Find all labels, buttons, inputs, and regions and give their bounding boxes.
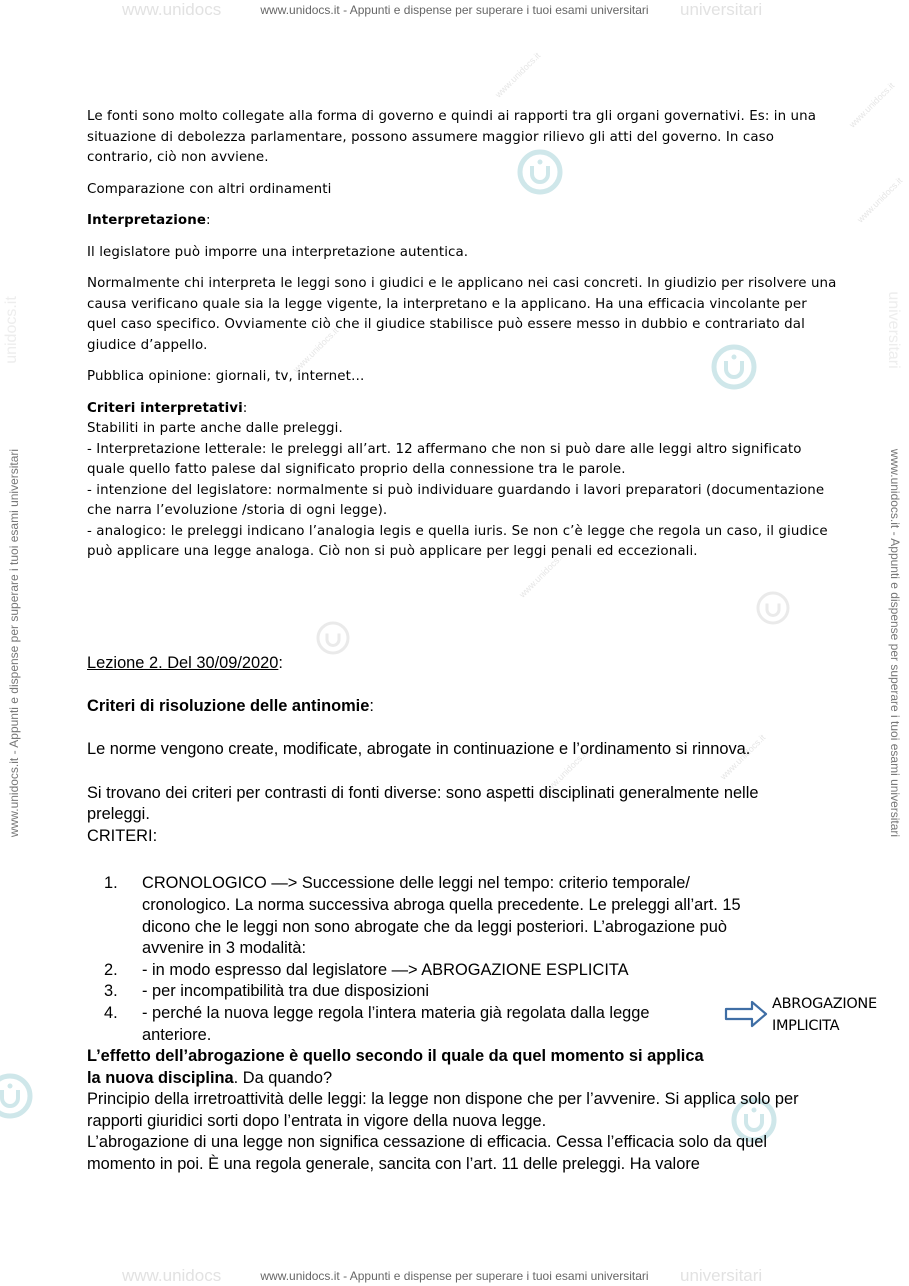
list-number: 3. xyxy=(104,982,118,1001)
list-item xyxy=(87,960,822,982)
effect-rest: . Da quando? xyxy=(233,1068,333,1087)
list-item xyxy=(87,981,822,1003)
effect-bold: L’effetto dell’abrogazione è quello secondo il quale da quel momento si applica la nuova disciplina xyxy=(87,1047,704,1087)
heading-text: Criteri di risoluzione delle antinomie xyxy=(87,697,370,716)
annotation-line: IMPLICITA xyxy=(772,1018,840,1034)
watermark-left: www.unidocs.it - Appunti e dispense per superare i tuoi esami universitari xyxy=(7,448,21,838)
paragraph: Normalmente chi interpreta le leggi sono i giudici e le applicano nei casi concreti. In giudizio per risolvere una causa verificano quale sia la legge vigente, la interpretano e la applicano. Ha una efficacia vincolante per quel caso specifico. Ovviamente ciò che il giudice stabilisce può essere messo in dubbio e contrariato dal giudice d’appello. xyxy=(87,276,837,353)
criteri-line: - analogico: le preleggi indicano l’analogia legis e quella iuris. Se non c’è legge che regola un caso, il giudice può applicare una legge analoga. Ciò non si può applicare per leggi penali ed eccezionali. xyxy=(87,523,828,559)
watermark-diagonal: www.unidocs.it xyxy=(517,550,567,600)
heading-text: Interpretazione xyxy=(87,213,207,228)
heading-colon: : xyxy=(369,697,374,716)
watermark-bottom xyxy=(0,1266,909,1285)
paragraph: Le fonti sono molto collegate alla forma di governo e quindi ai rapporti tra gli organi governativi. Es: in una situazione di debolezza parlamentare, possono assumere maggior rilievo gli atti del governo. In caso contrario, ciò non avviene. xyxy=(87,109,817,165)
heading-colon: : xyxy=(206,213,211,228)
list-text: - in modo espresso dal legislatore —> ABROGAZIONE ESPLICITA xyxy=(142,960,629,979)
watermark-diagonal: www.unidocs.it xyxy=(855,175,905,225)
lesson-title-colon: : xyxy=(278,654,283,672)
criteri-line: Stabiliti in parte anche dalle preleggi. xyxy=(87,421,343,436)
watermark-diagonal: www.unidocs.it xyxy=(540,748,590,798)
list-item xyxy=(87,1003,662,1046)
interpretazione-heading xyxy=(87,211,837,232)
watermark-diagonal: www.unidocs.it xyxy=(493,50,543,100)
criteri-label: CRITERI: xyxy=(87,826,158,845)
watermark-right: www.unidocs.it - Appunti e dispense per superare i tuoi esami universitari xyxy=(888,448,902,838)
annotation-line: ABROGAZIONE xyxy=(772,996,877,1012)
list-text: CRONOLOGICO —> Successione delle leggi nel tempo: criterio temporale/ cronologico. La norma successiva abroga quella precedente. Le preleggi all’art. 15 dicono che le leggi non sono abrogate che da leggi posteriori. L’abrogazione può avvenire in 3 modalità: xyxy=(142,874,741,958)
heading-text: Criteri interpretativi xyxy=(87,400,243,416)
list-number: 1. xyxy=(104,874,118,893)
lower-section xyxy=(87,653,822,1176)
annotation-note xyxy=(772,993,909,1037)
list-text: - per incompatibilità tra due disposizioni xyxy=(142,982,429,1001)
watermark-ghost-right: universitari xyxy=(680,0,763,19)
lesson-title xyxy=(87,653,822,675)
watermark-side-ghost-left: unidocs.it xyxy=(3,296,20,364)
paragraph: Si trovano dei criteri per contrasti di fonti diverse: sono aspetti disciplinati generalmente nelle preleggi. xyxy=(87,783,759,824)
criteria-list xyxy=(87,873,822,1046)
heading-colon: : xyxy=(242,400,248,416)
paragraph: Le norme vengono create, modificate, abrogate in continuazione e l’ordinamento si rinnova. xyxy=(87,740,751,759)
paragraph: Pubblica opinione: giornali, tv, internet… xyxy=(87,369,365,384)
watermark-ghost-left-bottom: www.unidocs xyxy=(122,1266,222,1285)
watermark-ghost-right-bottom: universitari xyxy=(680,1266,763,1285)
list-number: 4. xyxy=(104,1003,118,1022)
unidocs-logo-icon xyxy=(755,590,791,626)
watermark-banner-top: www.unidocs.it - Appunti e dispense per superare i tuoi esami universitari xyxy=(260,3,649,17)
watermark-banner-bottom: www.unidocs.it - Appunti e dispense per superare i tuoi esami universitari xyxy=(260,1269,649,1283)
lesson-title-text: Lezione 2. Del 30/09/2020 xyxy=(87,654,279,672)
unidocs-logo-icon xyxy=(0,1072,34,1120)
watermark-diagonal: www.unidocs.it xyxy=(291,325,341,375)
unidocs-logo-icon xyxy=(315,620,351,656)
watermark-diagonal: www.unidocs.it xyxy=(718,732,768,782)
criteri-heading xyxy=(87,399,837,420)
watermark-ghost-left: www.unidocs xyxy=(122,0,222,19)
antinomie-heading xyxy=(87,696,822,718)
list-number: 2. xyxy=(104,960,118,979)
watermark-side-ghost-right: universitari xyxy=(885,291,902,369)
criteri-line: - intenzione del legislatore: normalmente si può individuare guardando i lavori preparatori (documentazione che narra l’evoluzione /storia di ogni legge). xyxy=(87,482,825,518)
upper-section xyxy=(87,107,837,563)
paragraph: Principio della irretroattività delle leggi: la legge non dispone che per l’avvenire. Si applica solo per rapporti giuridici sorti dopo l’entrata in vigore della nuova legge. xyxy=(87,1090,799,1130)
paragraph: Il legislatore può imporre una interpretazione autentica. xyxy=(87,244,469,260)
paragraph: Comparazione con altri ordinamenti xyxy=(87,181,332,197)
arrow-right-icon xyxy=(724,993,770,1037)
list-text: - perché la nuova legge regola l’intera materia già regolata dalla legge anteriore. xyxy=(142,1003,650,1044)
watermark-diagonal: www.unidocs.it xyxy=(847,80,897,130)
criteri-line: - Interpretazione letterale: le preleggi all’art. 12 affermano che non si può dare alle leggi altro significato quale quello fatto palese dal significato proprio della connessione tra le parole. xyxy=(87,441,802,477)
paragraph: L’abrogazione di una legge non significa cessazione di efficacia. Cessa l’efficacia solo da quel momento in poi. È una regola generale, sancita con l’art. 11 delle preleggi. Ha valore xyxy=(87,1133,768,1174)
effect-paragraph xyxy=(87,1046,717,1089)
watermark-top xyxy=(0,0,909,19)
list-item xyxy=(87,873,762,959)
